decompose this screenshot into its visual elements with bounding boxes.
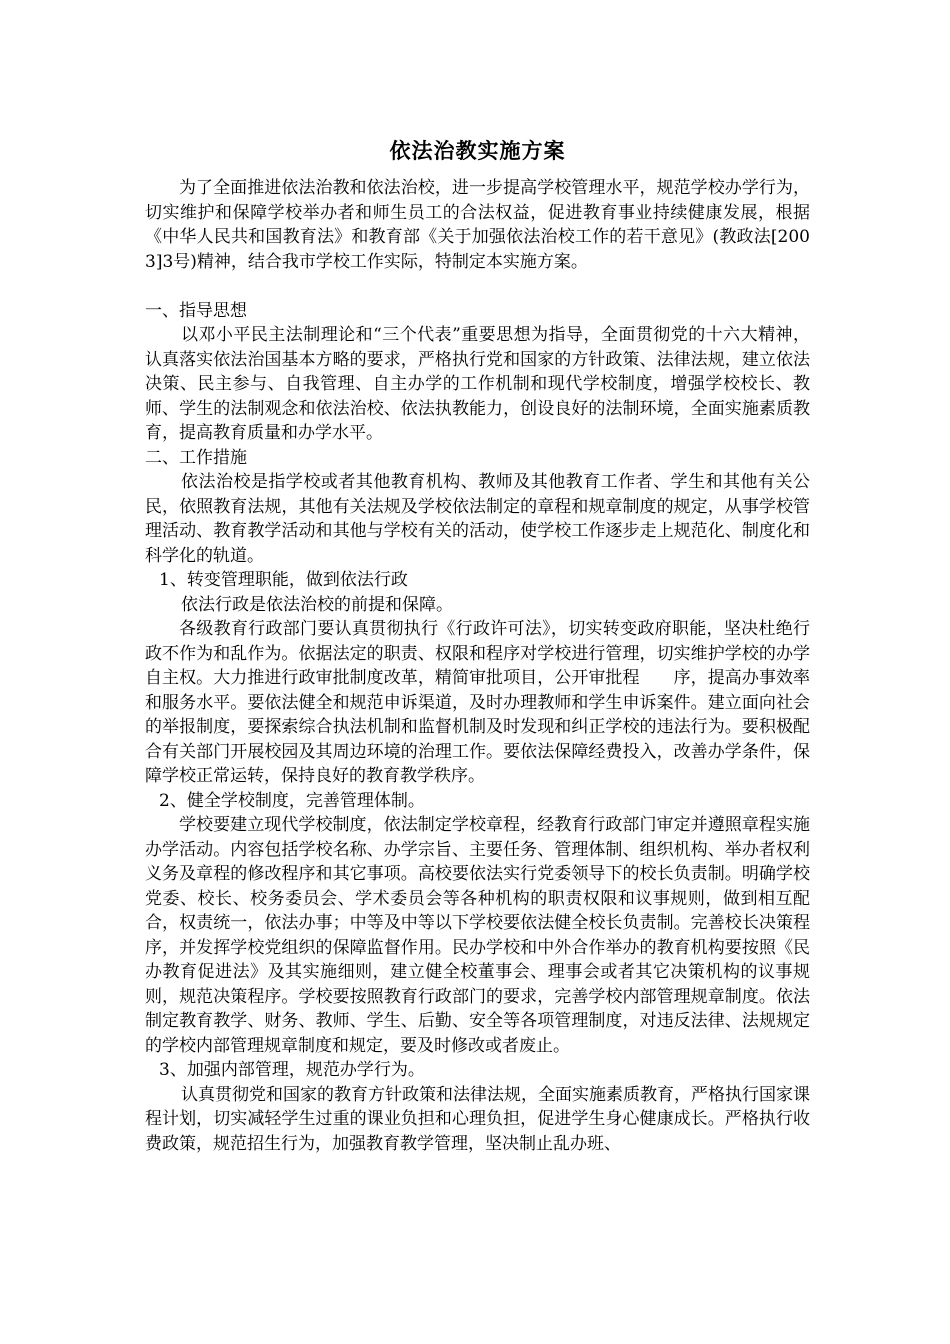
item-heading-administration: 1、转变管理职能，做到依法行政 [159, 570, 408, 590]
section-paragraph-guiding-thought: 以邓小平民主法制理论和“三个代表”重要思想为指导，全面贯彻党的十六大精神，认真落实依法治国基本方略的要求，严格执行党和国家的方针政策、法律法规，建立依法决策、民主参与、自我管理、自主办学的工作机制和现代学校制度，增强学校校长、教师、学生的法制观念和依法治校、依法执教能力，创设良好的法制环境，全面实施素质教育，提高教育质量和办学水平。 [145, 325, 810, 443]
item-paragraph-internal-management: 认真贯彻党和国家的教育方针政策和法律法规，全面实施素质教育，严格执行国家课程计划，切实减轻学生过重的课业负担和心理负担，促进学生身心健康成长。严格执行收费政策，规范招生行为，加强教育教学管理，坚决制止乱办班、 [145, 1084, 810, 1154]
section-paragraph-work-measures: 依法治校是指学校或者其他教育机构、教师及其他教育工作者、学生和其他有关公民，依照教育法规，其他有关法规及学校依法制定的章程和规章制度的规定，从事学校管理活动、教育教学活动和其他与学校有关的活动，使学校工作逐步走上规范化、制度化和科学化的轨道。 [145, 472, 810, 566]
section-heading-work-measures: 二、工作措施 [145, 447, 247, 468]
blank-line [145, 274, 810, 299]
item-paragraph-school-system: 学校要建立现代学校制度，依法制定学校章程，经教育行政部门审定并遵照章程实施办学活动。内容包括学校名称、办学宗旨、主要任务、管理体制、组织机构、举办者权利义务及章程的修改程序和其它事项。高校要依法实行党委领导下的校长负责制。明确学校党委、校长、校务委员会、学术委员会等各种机构的职责权限和议事规则，做到相互配合，权责统一，依法办事；中等及中等以下学校要依法健全校长负责制。完善校长决策程序，并发挥学校党组织的保障监督作用。民办学校和中外合作举办的教育机构要按照《民办教育促进法》及其实施细则，建立健全校董事会、理事会或者其它决策机构的议事规则，规范决策程序。学校要按照教育行政部门的要求，完善学校内部管理规章制度。依法制定教育教学、财务、教师、学生、后勤、安全等各项管理制度，对违反法律、法规规定的学校内部管理规章制度和规定，要及时修改或者废止。 [145, 815, 810, 1056]
document-body [145, 136, 810, 1156]
item-heading-internal-management: 3、加强内部管理，规范办学行为。 [159, 1060, 425, 1080]
section-heading-guiding-thought: 一、指导思想 [145, 300, 247, 321]
item-paragraph-administration: 各级教育行政部门要认真贯彻执行《行政许可法》，切实转变政府职能，坚决杜绝行政不作为和乱作为。依据法定的职责、权限和程序对学校进行管理，切实维护学校的办学自主权。大力推进行政审批制度改革，精简审批项目，公开审批程 序，提高办事效率和服务水平。要依法健全和规范申诉渠道，及时办理教师和学生申诉案件。建立面向社会的举报制度，要探索综合执法机制和监督机制及时发现和纠正学校的违法行为。要积极配合有关部门开展校园及其周边环境的治理工作。要依法保障经费投入，改善办学条件，保障学校正常运转，保持良好的教育教学秩序。 [145, 619, 810, 786]
item-heading-school-system: 2、健全学校制度，完善管理体制。 [159, 790, 425, 811]
intro-paragraph: 为了全面推进依法治教和依法治校，进一步提高学校管理水平，规范学校办学行为，切实维护和保障学校举办者和师生员工的合法权益，促进教育事业持续健康发展，根据《中华人民共和国教育法》和教育部《关于加强依法治校工作的若干意见》(教政法[2003]3号)精神，结合我市学校工作实际，特制定本实施方案。 [145, 178, 810, 272]
item-lead-administration: 依法行政是依法治校的前提和保障。 [181, 594, 453, 615]
document-title: 依法治教实施方案 [389, 138, 566, 163]
